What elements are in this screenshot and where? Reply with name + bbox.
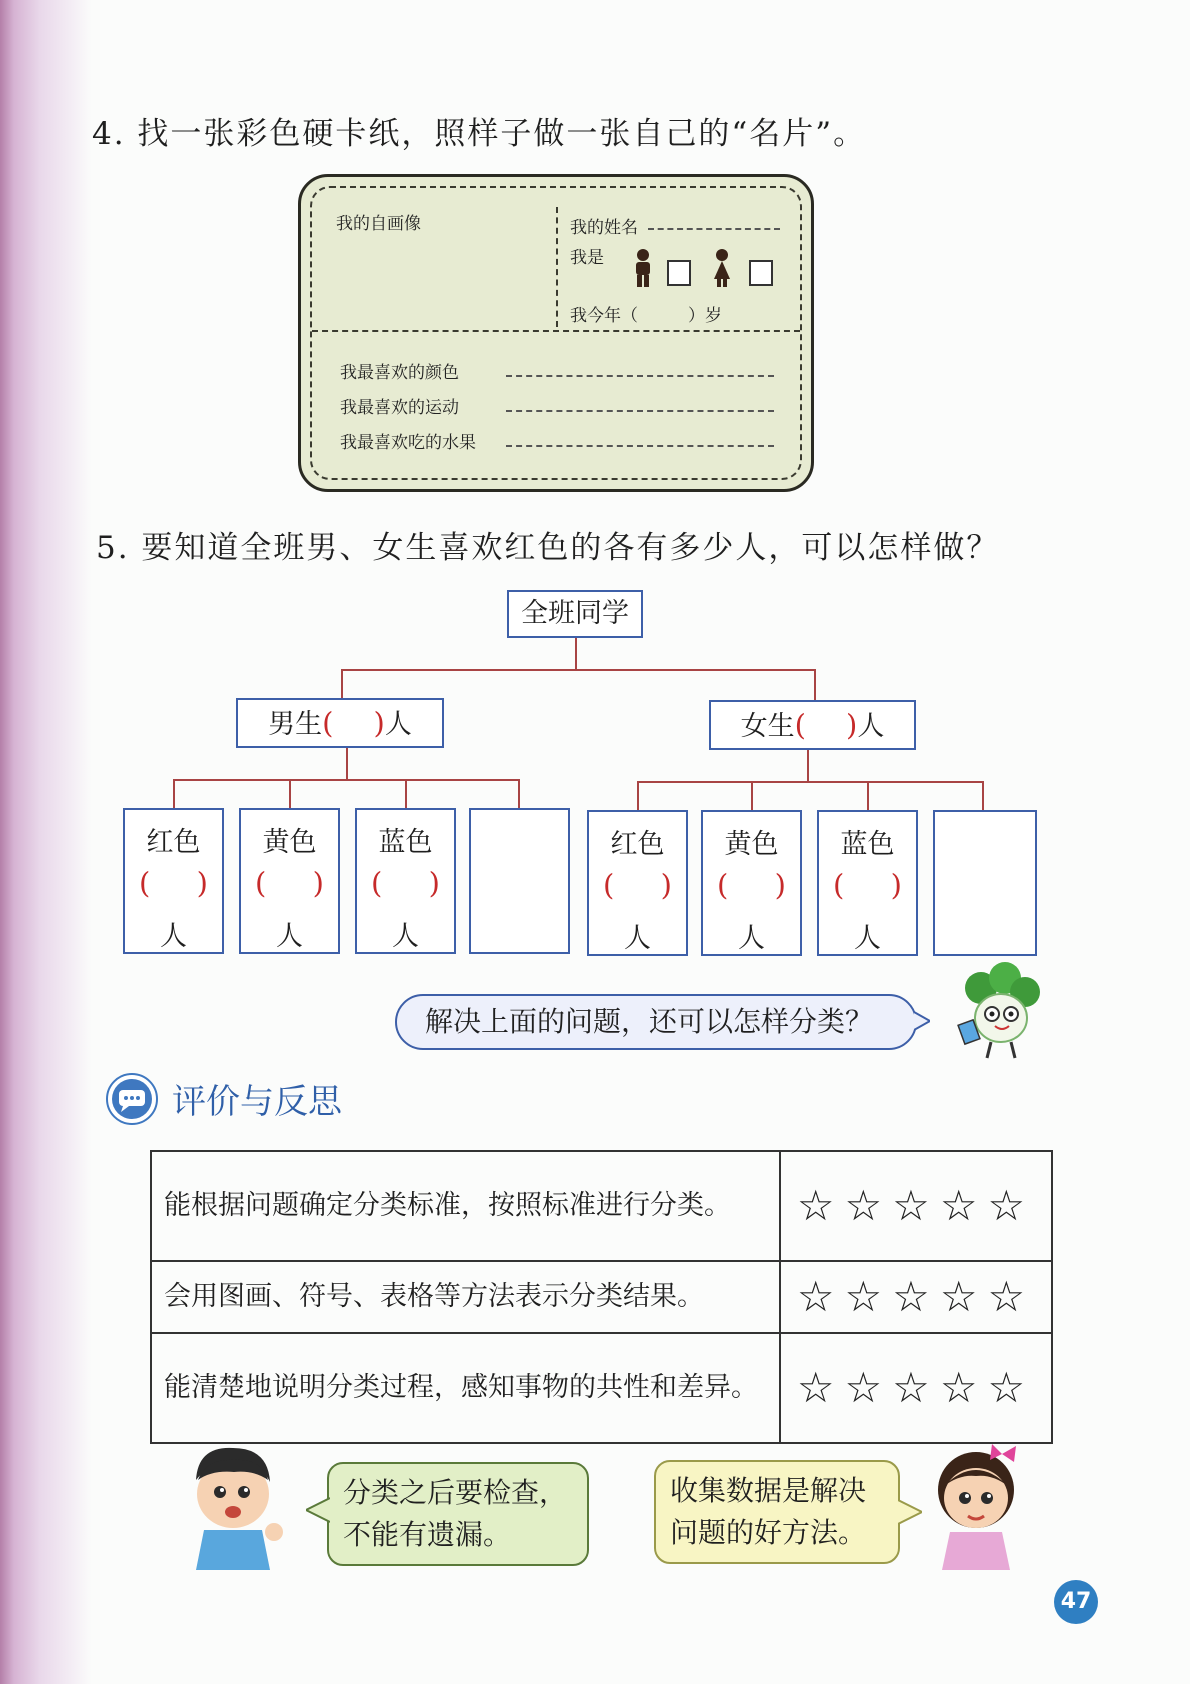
paren-close: ) — [660, 868, 672, 902]
table-row — [151, 1151, 1052, 1261]
tree-node-girls — [709, 700, 916, 750]
paren-close: ) — [428, 866, 440, 900]
fav-fruit-line — [506, 445, 774, 447]
girls-blue-box — [817, 810, 918, 956]
boy-character-icon — [178, 1440, 288, 1570]
tree-line — [341, 669, 343, 699]
boy-figure-icon — [633, 248, 653, 288]
unit-label: 人 — [276, 921, 303, 952]
age-prefix: 我今年（ — [570, 306, 638, 326]
unit-label: 人 — [624, 923, 651, 954]
paren-open: ( — [717, 868, 729, 902]
boys-blue-box — [355, 808, 456, 954]
tree-line — [518, 779, 520, 809]
girls-unit: 人 — [857, 711, 885, 742]
tree-line — [807, 749, 809, 782]
fav-color-label: 我最喜欢的颜色 — [340, 363, 459, 383]
boy-checkbox[interactable] — [667, 260, 691, 286]
unit-label: 人 — [392, 921, 419, 952]
table-row — [151, 1261, 1052, 1333]
self-portrait-label: 我的自画像 — [336, 214, 421, 234]
root-label: 全班同学 — [521, 598, 629, 629]
paren-open: ( — [322, 706, 334, 740]
color-label: 蓝色 — [840, 829, 895, 860]
girl-character-icon — [926, 1440, 1026, 1570]
color-label: 红色 — [610, 829, 665, 860]
paren-open: ( — [833, 868, 845, 902]
paren-close: ) — [312, 866, 324, 900]
tree-line — [982, 781, 984, 811]
unit-label: 人 — [160, 921, 187, 952]
note-tail-icon — [306, 1496, 330, 1524]
tree-line — [173, 779, 175, 809]
evaluation-table — [150, 1150, 1053, 1444]
paren-open: ( — [139, 866, 151, 900]
evaluation-heading: 评价与反思 — [172, 1082, 342, 1122]
tree-line — [814, 669, 816, 701]
criterion-cell: 能根据问题确定分类标准，按照标准进行分类。 — [151, 1151, 780, 1261]
criterion-cell: 会用图画、符号、表格等方法表示分类结果。 — [151, 1261, 780, 1333]
tree-line — [867, 781, 869, 811]
girls-label: 女生 — [740, 711, 795, 742]
girl-checkbox[interactable] — [749, 260, 773, 286]
tree-line — [637, 781, 982, 783]
tree-line — [575, 636, 577, 670]
tree-line — [289, 779, 291, 809]
boys-empty-box[interactable] — [469, 808, 570, 954]
girls-empty-box[interactable] — [933, 810, 1037, 956]
paren-close: ) — [774, 868, 786, 902]
unit-label: 人 — [854, 923, 881, 954]
i-am-label: 我是 — [570, 248, 604, 268]
color-label: 黄色 — [262, 827, 317, 858]
star-rating[interactable]: ☆☆☆☆☆ — [780, 1333, 1052, 1443]
paren-open: ( — [371, 866, 383, 900]
fav-sport-line — [506, 410, 774, 412]
color-label: 蓝色 — [378, 827, 433, 858]
my-name-label: 我的姓名 — [570, 218, 638, 238]
book-spine-edge — [0, 0, 92, 1684]
paren-close: ) — [373, 706, 385, 740]
age-suffix: ）岁 — [688, 306, 722, 326]
question-5-title: 5. 要知道全班男、女生喜欢红色的各有多少人，可以怎样做？ — [96, 530, 1000, 566]
name-blank-line — [648, 228, 780, 230]
paren-close: ) — [890, 868, 902, 902]
boys-red-box — [123, 808, 224, 954]
star-rating[interactable]: ☆☆☆☆☆ — [780, 1151, 1052, 1261]
bubble-text: 解决上面的问题，还可以怎样分类？ — [425, 1005, 874, 1038]
paren-open: ( — [603, 868, 615, 902]
tree-line — [637, 781, 639, 811]
criterion-cell: 能清楚地说明分类过程，感知事物的共性和差异。 — [151, 1333, 780, 1443]
fav-fruit-label: 我最喜欢吃的水果 — [340, 433, 476, 453]
fav-sport-label: 我最喜欢的运动 — [340, 398, 459, 418]
paren-open: ( — [255, 866, 267, 900]
question-bubble — [395, 994, 917, 1050]
table-row — [151, 1333, 1052, 1443]
color-label: 红色 — [146, 827, 201, 858]
paren-open: ( — [794, 708, 806, 742]
chat-bubble-icon — [105, 1072, 159, 1126]
paren-close: ) — [846, 708, 858, 742]
girls-yellow-box — [701, 810, 802, 956]
tree-node-boys — [236, 698, 444, 748]
boys-label: 男生 — [268, 709, 323, 740]
card-divider-horizontal — [312, 330, 800, 332]
unit-label: 人 — [738, 923, 765, 954]
girl-note: 收集数据是解决问题的好方法。 — [654, 1460, 900, 1564]
star-rating[interactable]: ☆☆☆☆☆ — [780, 1261, 1052, 1333]
note-tail-icon — [898, 1498, 922, 1526]
boys-unit: 人 — [384, 709, 412, 740]
tree-line — [751, 781, 753, 811]
boy-note: 分类之后要检查，不能有遗漏。 — [327, 1462, 589, 1566]
tree-line — [346, 746, 348, 780]
question-4-title: 4. 找一张彩色硬卡纸，照样子做一张自己的“名片”。 — [92, 116, 867, 152]
tree-line — [173, 779, 518, 781]
tree-line — [405, 779, 407, 809]
color-label: 黄色 — [724, 829, 779, 860]
paren-close: ) — [196, 866, 208, 900]
girl-figure-icon — [712, 248, 732, 288]
card-divider-vertical — [556, 207, 558, 327]
fav-color-line — [506, 375, 774, 377]
tree-root-whole-class — [507, 590, 643, 638]
cabbage-mascot-icon — [955, 962, 1045, 1062]
bubble-tail-icon — [914, 1010, 930, 1032]
page-number: 47 — [1054, 1580, 1098, 1624]
tree-line — [341, 669, 816, 671]
boys-yellow-box — [239, 808, 340, 954]
girls-red-box — [587, 810, 688, 956]
